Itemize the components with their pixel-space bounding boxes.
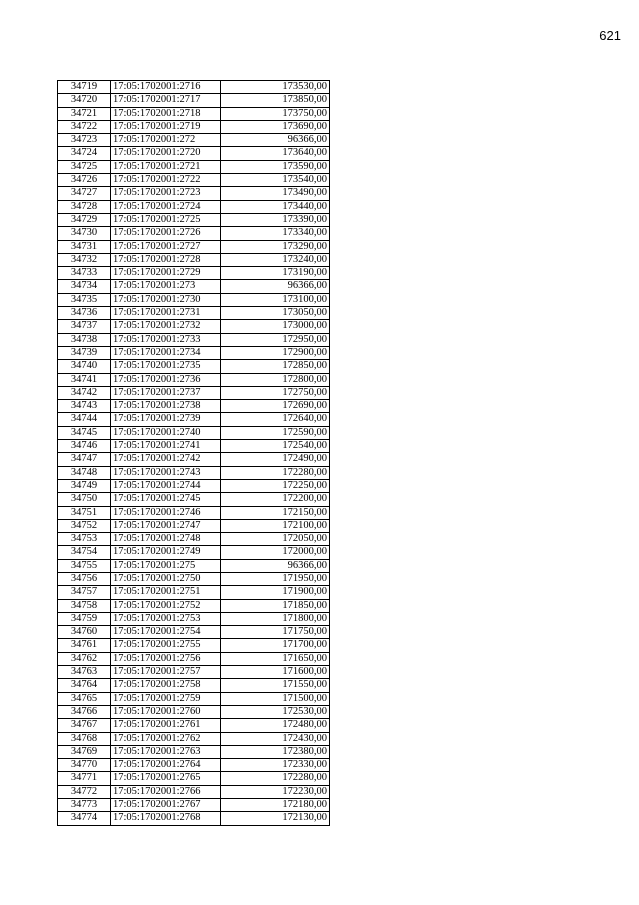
value-cell: 171500,00 [221, 692, 330, 705]
row-number-cell: 34720 [58, 94, 111, 107]
row-number-cell: 34728 [58, 200, 111, 213]
value-cell: 172280,00 [221, 772, 330, 785]
table-row [58, 785, 330, 798]
cadastral-number-cell: 17:05:1702001:273 [111, 280, 221, 293]
cadastral-number-cell: 17:05:1702001:2749 [111, 546, 221, 559]
value-cell: 171900,00 [221, 586, 330, 599]
table-row [58, 213, 330, 226]
cadastral-number-cell: 17:05:1702001:2744 [111, 479, 221, 492]
value-cell: 173100,00 [221, 293, 330, 306]
row-number-cell: 34743 [58, 400, 111, 413]
value-cell: 173640,00 [221, 147, 330, 160]
cadastral-number-cell: 17:05:1702001:2743 [111, 466, 221, 479]
row-number-cell: 34754 [58, 546, 111, 559]
cadastral-number-cell: 17:05:1702001:2753 [111, 612, 221, 625]
table-row [58, 732, 330, 745]
table-row [58, 705, 330, 718]
table-row [58, 426, 330, 439]
value-cell: 173390,00 [221, 213, 330, 226]
row-number-cell: 34733 [58, 267, 111, 280]
cadastral-number-cell: 17:05:1702001:2761 [111, 719, 221, 732]
table-row [58, 174, 330, 187]
table-row [58, 519, 330, 532]
row-number-cell: 34726 [58, 174, 111, 187]
cadastral-number-cell: 17:05:1702001:2719 [111, 120, 221, 133]
table-row [58, 160, 330, 173]
value-cell: 172280,00 [221, 466, 330, 479]
table-row [58, 812, 330, 825]
row-number-cell: 34770 [58, 759, 111, 772]
row-number-cell: 34773 [58, 799, 111, 812]
table-row [58, 293, 330, 306]
row-number-cell: 34765 [58, 692, 111, 705]
table-row [58, 386, 330, 399]
table-row [58, 440, 330, 453]
value-cell: 172490,00 [221, 453, 330, 466]
row-number-cell: 34753 [58, 533, 111, 546]
table-row [58, 307, 330, 320]
cadastral-number-cell: 17:05:1702001:2720 [111, 147, 221, 160]
cadastral-number-cell: 17:05:1702001:2766 [111, 785, 221, 798]
cadastral-number-cell: 17:05:1702001:2728 [111, 253, 221, 266]
cadastral-number-cell: 17:05:1702001:2757 [111, 666, 221, 679]
cadastral-number-cell: 17:05:1702001:2726 [111, 227, 221, 240]
row-number-cell: 34741 [58, 373, 111, 386]
row-number-cell: 34772 [58, 785, 111, 798]
row-number-cell: 34739 [58, 346, 111, 359]
table-row [58, 413, 330, 426]
value-cell: 173190,00 [221, 267, 330, 280]
value-cell: 173750,00 [221, 107, 330, 120]
value-cell: 172180,00 [221, 799, 330, 812]
value-cell: 172480,00 [221, 719, 330, 732]
value-cell: 172590,00 [221, 426, 330, 439]
table-row [58, 599, 330, 612]
value-cell: 172690,00 [221, 400, 330, 413]
table-row [58, 666, 330, 679]
table-row [58, 772, 330, 785]
cadastral-number-cell: 17:05:1702001:2723 [111, 187, 221, 200]
cadastral-number-cell: 17:05:1702001:2741 [111, 440, 221, 453]
table-row [58, 639, 330, 652]
table-row [58, 745, 330, 758]
cadastral-number-cell: 17:05:1702001:2739 [111, 413, 221, 426]
row-number-cell: 34736 [58, 307, 111, 320]
value-cell: 173490,00 [221, 187, 330, 200]
cadastral-number-cell: 17:05:1702001:2717 [111, 94, 221, 107]
value-cell: 172640,00 [221, 413, 330, 426]
table-row [58, 200, 330, 213]
cadastral-number-cell: 17:05:1702001:2760 [111, 705, 221, 718]
table-body [58, 81, 330, 826]
cadastral-number-cell: 17:05:1702001:2762 [111, 732, 221, 745]
row-number-cell: 34767 [58, 719, 111, 732]
cadastral-number-cell: 17:05:1702001:2716 [111, 81, 221, 94]
cadastral-number-cell: 17:05:1702001:2751 [111, 586, 221, 599]
value-cell: 173690,00 [221, 120, 330, 133]
cadastral-number-cell: 17:05:1702001:272 [111, 134, 221, 147]
cadastral-number-cell: 17:05:1702001:2731 [111, 307, 221, 320]
cadastral-number-cell: 17:05:1702001:2758 [111, 679, 221, 692]
value-cell: 172200,00 [221, 493, 330, 506]
value-cell: 171600,00 [221, 666, 330, 679]
row-number-cell: 34740 [58, 360, 111, 373]
value-cell: 96366,00 [221, 559, 330, 572]
table-row [58, 360, 330, 373]
value-cell: 96366,00 [221, 280, 330, 293]
cadastral-number-cell: 17:05:1702001:2724 [111, 200, 221, 213]
table-row [58, 333, 330, 346]
table-row [58, 679, 330, 692]
cadastral-number-cell: 17:05:1702001:2765 [111, 772, 221, 785]
cadastral-number-cell: 17:05:1702001:2730 [111, 293, 221, 306]
row-number-cell: 34760 [58, 626, 111, 639]
cadastral-number-cell: 17:05:1702001:2721 [111, 160, 221, 173]
row-number-cell: 34774 [58, 812, 111, 825]
value-cell: 172530,00 [221, 705, 330, 718]
table-row [58, 626, 330, 639]
cadastral-number-cell: 17:05:1702001:2750 [111, 572, 221, 585]
row-number-cell: 34764 [58, 679, 111, 692]
cadastral-number-cell: 17:05:1702001:2745 [111, 493, 221, 506]
value-cell: 172750,00 [221, 386, 330, 399]
value-cell: 96366,00 [221, 134, 330, 147]
cadastral-number-cell: 17:05:1702001:2718 [111, 107, 221, 120]
row-number-cell: 34737 [58, 320, 111, 333]
row-number-cell: 34747 [58, 453, 111, 466]
value-cell: 172250,00 [221, 479, 330, 492]
row-number-cell: 34758 [58, 599, 111, 612]
row-number-cell: 34748 [58, 466, 111, 479]
row-number-cell: 34759 [58, 612, 111, 625]
value-cell: 173240,00 [221, 253, 330, 266]
table-row [58, 466, 330, 479]
cadastral-number-cell: 17:05:1702001:2747 [111, 519, 221, 532]
row-number-cell: 34735 [58, 293, 111, 306]
row-number-cell: 34727 [58, 187, 111, 200]
value-cell: 172000,00 [221, 546, 330, 559]
table-row [58, 493, 330, 506]
value-cell: 173440,00 [221, 200, 330, 213]
table-row [58, 320, 330, 333]
cadastral-number-cell: 17:05:1702001:2759 [111, 692, 221, 705]
value-cell: 172150,00 [221, 506, 330, 519]
value-cell: 172800,00 [221, 373, 330, 386]
row-number-cell: 34751 [58, 506, 111, 519]
row-number-cell: 34766 [58, 705, 111, 718]
table-row [58, 187, 330, 200]
table-row [58, 799, 330, 812]
cadastral-number-cell: 17:05:1702001:2764 [111, 759, 221, 772]
table-row [58, 147, 330, 160]
value-cell: 173050,00 [221, 307, 330, 320]
table-row [58, 612, 330, 625]
value-cell: 173530,00 [221, 81, 330, 94]
row-number-cell: 34768 [58, 732, 111, 745]
row-number-cell: 34750 [58, 493, 111, 506]
value-cell: 173000,00 [221, 320, 330, 333]
table-row [58, 120, 330, 133]
row-number-cell: 34769 [58, 745, 111, 758]
table-row [58, 586, 330, 599]
value-cell: 172130,00 [221, 812, 330, 825]
cadastral-number-cell: 17:05:1702001:2729 [111, 267, 221, 280]
value-cell: 172050,00 [221, 533, 330, 546]
row-number-cell: 34746 [58, 440, 111, 453]
row-number-cell: 34742 [58, 386, 111, 399]
table-row [58, 453, 330, 466]
cadastral-number-cell: 17:05:1702001:2752 [111, 599, 221, 612]
value-cell: 172540,00 [221, 440, 330, 453]
row-number-cell: 34745 [58, 426, 111, 439]
row-number-cell: 34725 [58, 160, 111, 173]
cadastral-number-cell: 17:05:1702001:2722 [111, 174, 221, 187]
cadastral-number-cell: 17:05:1702001:2768 [111, 812, 221, 825]
cadastral-number-cell: 17:05:1702001:2748 [111, 533, 221, 546]
row-number-cell: 34722 [58, 120, 111, 133]
row-number-cell: 34732 [58, 253, 111, 266]
table-row [58, 559, 330, 572]
value-cell: 172230,00 [221, 785, 330, 798]
table-row [58, 240, 330, 253]
table-row [58, 546, 330, 559]
cadastral-number-cell: 17:05:1702001:2736 [111, 373, 221, 386]
cadastral-number-cell: 17:05:1702001:2738 [111, 400, 221, 413]
cadastral-number-cell: 17:05:1702001:2742 [111, 453, 221, 466]
value-cell: 172950,00 [221, 333, 330, 346]
value-cell: 173290,00 [221, 240, 330, 253]
value-cell: 172430,00 [221, 732, 330, 745]
value-cell: 171550,00 [221, 679, 330, 692]
cadastral-number-cell: 17:05:1702001:2733 [111, 333, 221, 346]
row-number-cell: 34752 [58, 519, 111, 532]
cadastral-number-cell: 17:05:1702001:2755 [111, 639, 221, 652]
row-number-cell: 34756 [58, 572, 111, 585]
row-number-cell: 34721 [58, 107, 111, 120]
value-cell: 171750,00 [221, 626, 330, 639]
cadastral-number-cell: 17:05:1702001:2767 [111, 799, 221, 812]
table-row [58, 134, 330, 147]
value-cell: 171800,00 [221, 612, 330, 625]
row-number-cell: 34724 [58, 147, 111, 160]
value-cell: 173540,00 [221, 174, 330, 187]
table-row [58, 719, 330, 732]
row-number-cell: 34729 [58, 213, 111, 226]
row-number-cell: 34763 [58, 666, 111, 679]
cadastral-number-cell: 17:05:1702001:2725 [111, 213, 221, 226]
cadastral-number-cell: 17:05:1702001:2727 [111, 240, 221, 253]
value-cell: 173340,00 [221, 227, 330, 240]
row-number-cell: 34771 [58, 772, 111, 785]
value-cell: 172330,00 [221, 759, 330, 772]
value-cell: 171650,00 [221, 652, 330, 665]
value-cell: 172380,00 [221, 745, 330, 758]
page-number: 621 [599, 28, 621, 43]
table-row [58, 227, 330, 240]
row-number-cell: 34723 [58, 134, 111, 147]
value-cell: 173590,00 [221, 160, 330, 173]
value-cell: 171850,00 [221, 599, 330, 612]
table-row [58, 253, 330, 266]
table-row [58, 692, 330, 705]
data-table [57, 80, 330, 826]
cadastral-number-cell: 17:05:1702001:275 [111, 559, 221, 572]
table-row [58, 533, 330, 546]
table-row [58, 346, 330, 359]
row-number-cell: 34744 [58, 413, 111, 426]
row-number-cell: 34738 [58, 333, 111, 346]
table-row [58, 107, 330, 120]
cadastral-number-cell: 17:05:1702001:2737 [111, 386, 221, 399]
cadastral-number-cell: 17:05:1702001:2756 [111, 652, 221, 665]
table-row [58, 506, 330, 519]
table-row [58, 81, 330, 94]
row-number-cell: 34761 [58, 639, 111, 652]
value-cell: 172100,00 [221, 519, 330, 532]
table-row [58, 400, 330, 413]
row-number-cell: 34719 [58, 81, 111, 94]
row-number-cell: 34730 [58, 227, 111, 240]
row-number-cell: 34757 [58, 586, 111, 599]
row-number-cell: 34734 [58, 280, 111, 293]
row-number-cell: 34749 [58, 479, 111, 492]
table-row [58, 373, 330, 386]
table-row [58, 267, 330, 280]
table-row [58, 280, 330, 293]
value-cell: 172900,00 [221, 346, 330, 359]
table-row [58, 652, 330, 665]
row-number-cell: 34762 [58, 652, 111, 665]
table-row [58, 94, 330, 107]
table-row [58, 759, 330, 772]
cadastral-number-cell: 17:05:1702001:2740 [111, 426, 221, 439]
row-number-cell: 34731 [58, 240, 111, 253]
value-cell: 171700,00 [221, 639, 330, 652]
cadastral-number-cell: 17:05:1702001:2746 [111, 506, 221, 519]
row-number-cell: 34755 [58, 559, 111, 572]
value-cell: 171950,00 [221, 572, 330, 585]
cadastral-number-cell: 17:05:1702001:2763 [111, 745, 221, 758]
value-cell: 173850,00 [221, 94, 330, 107]
value-cell: 172850,00 [221, 360, 330, 373]
cadastral-number-cell: 17:05:1702001:2735 [111, 360, 221, 373]
cadastral-number-cell: 17:05:1702001:2734 [111, 346, 221, 359]
cadastral-number-cell: 17:05:1702001:2732 [111, 320, 221, 333]
table-row [58, 479, 330, 492]
table-row [58, 572, 330, 585]
cadastral-number-cell: 17:05:1702001:2754 [111, 626, 221, 639]
